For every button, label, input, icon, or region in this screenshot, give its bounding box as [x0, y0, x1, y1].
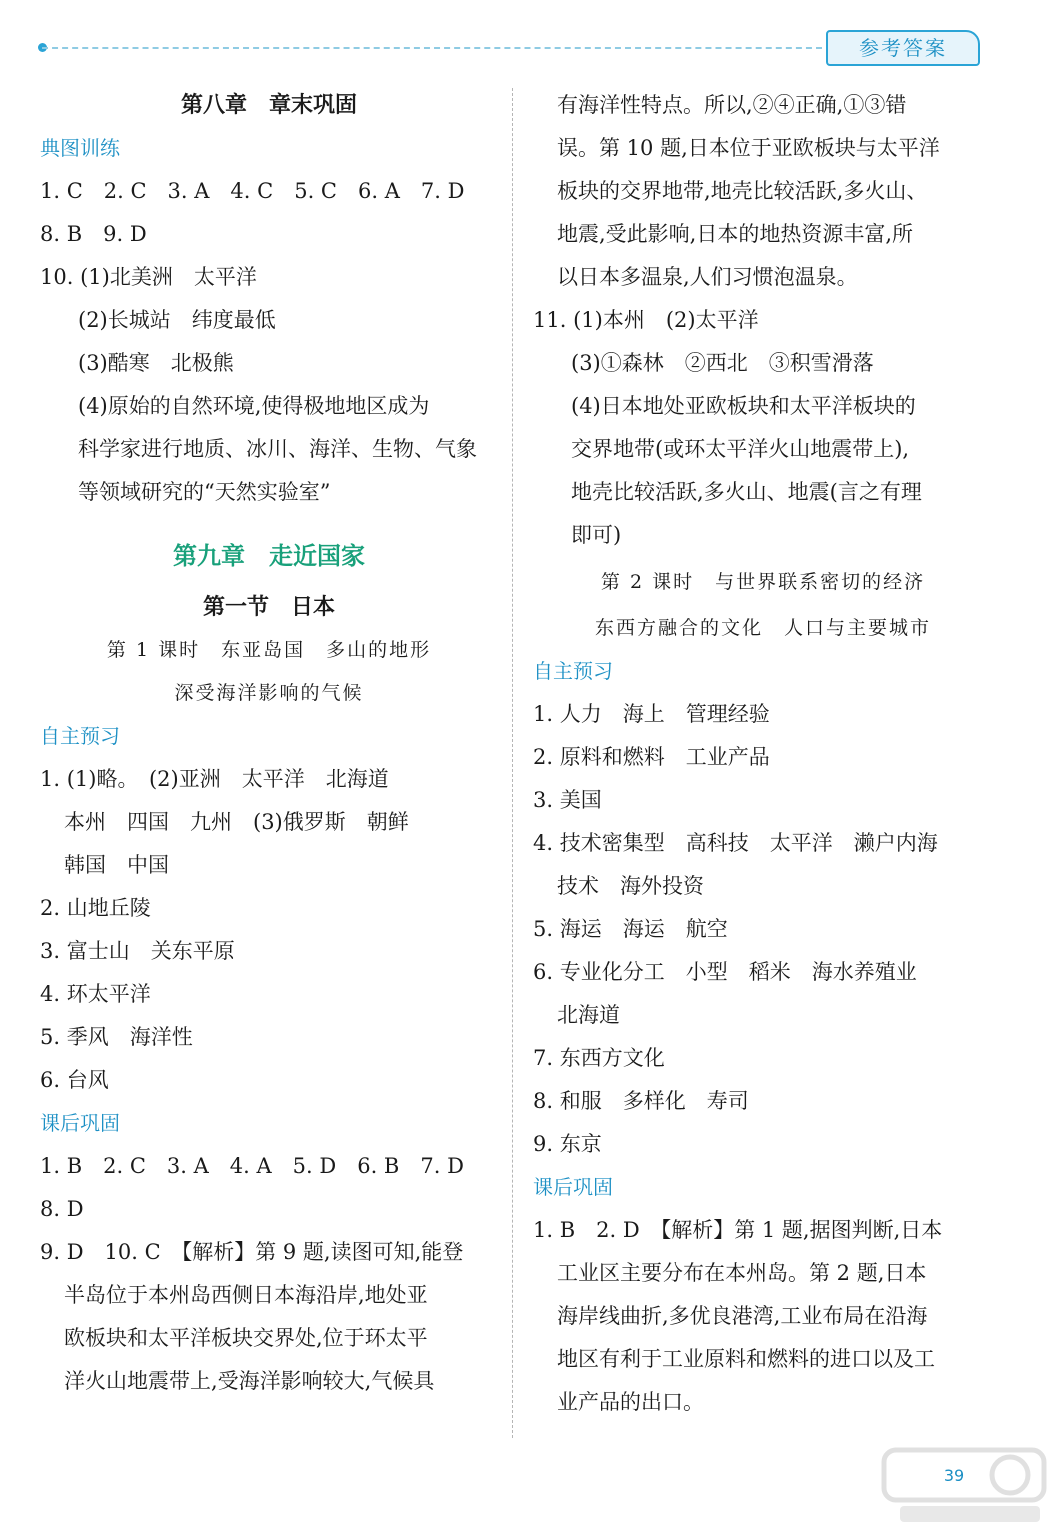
- answer-line: 4. 环太平洋: [40, 982, 151, 1006]
- answer-key-tab: 参考答案: [826, 30, 980, 66]
- answer-line: 1. (1)略。 (2)亚洲 太平洋 北海道: [40, 767, 389, 791]
- answer-line: 洋火山地震带上,受海洋影响较大,气候具: [64, 1369, 435, 1393]
- section1-title: 第一节 日本: [202, 594, 335, 620]
- answer-line: 板块的交界地带,地壳比较活跃,多火山、: [557, 179, 928, 203]
- answer-line: 科学家进行地质、冰川、海洋、生物、气象: [78, 437, 477, 461]
- section-label-review: 课后巩固: [40, 1111, 120, 1135]
- answer-line: 1. 人力 海上 管理经验: [533, 702, 770, 726]
- page-number: 39: [943, 1466, 965, 1485]
- chapter9-title: 第九章 走近国家: [173, 541, 365, 570]
- answer-line: 韩国 中国: [64, 853, 169, 877]
- right-column: [533, 84, 993, 1424]
- answer-line: 以日本多温泉,人们习惯泡温泉。: [557, 265, 858, 289]
- answer-line: 8. B 9. D: [40, 222, 147, 246]
- section-label-diantu: 典图训练: [40, 136, 120, 160]
- answer-line: 7. 东西方文化: [533, 1046, 665, 1070]
- answer-line: 5. 季风 海洋性: [40, 1025, 193, 1049]
- section-label-preview: 自主预习: [40, 724, 120, 748]
- section-label-preview: 自主预习: [533, 659, 613, 683]
- answer-line: 海岸线曲折,多优良港湾,工业布局在沿海: [557, 1304, 928, 1328]
- answer-line: (4)原始的自然环境,使得极地地区成为: [78, 394, 430, 418]
- answer-line: 3. 富士山 关东平原: [40, 939, 235, 963]
- lesson1-title-line2: 深受海洋影响的气候: [174, 682, 364, 704]
- answer-line: 4. 技术密集型 高科技 太平洋 濑户内海: [533, 831, 938, 855]
- answer-line: 误。第 10 题,日本位于亚欧板块与太平洋: [557, 136, 940, 160]
- left-column: [40, 84, 498, 1403]
- answer-line: (3)酷寒 北极熊: [78, 351, 234, 375]
- answer-line: 9. D 10. C 【解析】第 9 题,读图可知,能登: [40, 1240, 464, 1264]
- section-label-review: 课后巩固: [533, 1175, 613, 1199]
- answer-line: 地壳比较活跃,多火山、地震(言之有理: [571, 480, 922, 504]
- header-dashed-line: [42, 47, 822, 49]
- answer-line: 8. D: [40, 1197, 84, 1221]
- lesson2-title-line1: 第 2 课时 与世界联系密切的经济: [600, 571, 926, 593]
- answer-line: 等领域研究的“天然实验室”: [78, 480, 331, 504]
- chapter8-title: 第八章 章末巩固: [180, 92, 357, 118]
- answer-line: (4)日本地处亚欧板块和太平洋板块的: [571, 394, 916, 418]
- answer-line: 半岛位于本州岛西侧日本海沿岸,地处亚: [64, 1283, 428, 1307]
- answer-line: 10. (1)北美洲 太平洋: [40, 265, 257, 289]
- answer-line: 5. 海运 海运 航空: [533, 917, 728, 941]
- lesson1-title-line1: 第 1 课时 东亚岛国 多山的地形: [106, 639, 432, 661]
- answer-line: 8. 和服 多样化 寿司: [533, 1089, 749, 1113]
- answer-line: (2)长城站 纬度最低: [78, 308, 276, 332]
- answer-line: 9. 东京: [533, 1132, 602, 1156]
- answer-line: 11. (1)本州 (2)太平洋: [533, 308, 759, 332]
- answer-line: 1. B 2. C 3. A 4. A 5. D 6. B 7. D: [40, 1154, 464, 1178]
- answer-line: 北海道: [557, 1003, 620, 1027]
- answer-line: 有海洋性特点。所以,②④正确,①③错: [557, 93, 907, 117]
- column-divider: [512, 88, 513, 1438]
- answer-line: 欧板块和太平洋板块交界处,位于环太平: [64, 1326, 428, 1350]
- answer-line: 1. C 2. C 3. A 4. C 5. C 6. A 7. D: [40, 179, 465, 203]
- answer-line: 6. 专业化分工 小型 稻米 海水养殖业: [533, 960, 917, 984]
- answer-line: 本州 四国 九州 (3)俄罗斯 朝鲜: [64, 810, 409, 834]
- answer-line: 技术 海外投资: [557, 874, 704, 898]
- answer-line: 2. 原料和燃料 工业产品: [533, 745, 770, 769]
- answer-line: 地区有利于工业原料和燃料的进口以及工: [557, 1347, 935, 1371]
- answer-line: 2. 山地丘陵: [40, 896, 151, 920]
- answer-line: 即可): [571, 523, 622, 547]
- answer-line: 3. 美国: [533, 788, 602, 812]
- answer-line: 交界地带(或环太平洋火山地震带上),: [571, 437, 910, 461]
- answer-line: 6. 台风: [40, 1068, 109, 1092]
- answer-line: 工业区主要分布在本州岛。第 2 题,日本: [557, 1261, 927, 1285]
- answer-line: 地震,受此影响,日本的地热资源丰富,所: [557, 222, 914, 246]
- answer-line: (3)①森林 ②西北 ③积雪滑落: [571, 351, 874, 375]
- answer-line: 1. B 2. D 【解析】第 1 题,据图判断,日本: [533, 1218, 943, 1242]
- answer-line: 业产品的出口。: [557, 1390, 704, 1414]
- lesson2-title-line2: 东西方融合的文化 人口与主要城市: [594, 617, 931, 639]
